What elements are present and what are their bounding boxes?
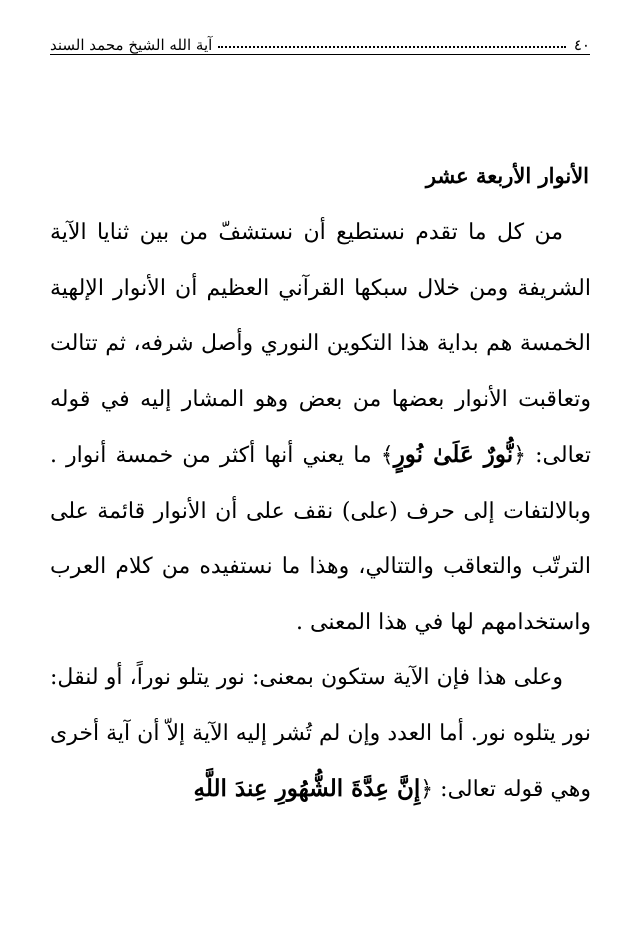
page-header <box>50 28 590 55</box>
header-leader-dots <box>218 46 566 48</box>
paragraph-1-text-a: من كل ما تقدم نستطيع أن نستشفّ من بين ثنايا الآية الشريفة ومن خلال سبكها القرآني العظيم أن الأنوار الإلهية الخمسة هم بداية هذا التكوين النوري وأصل شرفه، ثم تتالت وتعاقبت الأنوار بعضها من بعض وهو المشار إليه في قوله تعالى: ﴿ <box>50 220 592 468</box>
paragraph-2 <box>50 650 591 818</box>
paragraph-1-text-b: ﴾ ما يعني أنها أكثر من خمسة أنوار . وبالالتفات إلى حرف (على) نقف على أن الأنوار قائمة على الترتّب والتعاقب والتتالي، وهذا ما نستفيده من كلام العرب واستخدامهم لها في هذا المعنى . <box>50 443 591 635</box>
quran-quote-2: إِنَّ عِدَّةَ الشُّهُورِ عِندَ اللَّهِ <box>193 775 421 802</box>
paragraph-2-text-a: وعلى هذا فإن الآية ستكون بمعنى: نور يتلو نوراً، أو لنقل: نور يتلوه نور. أما العدد وإن لم تُشر إليه الآية إلاّ أن آية أخرى وهي قوله تعالى: ﴿ <box>50 665 591 802</box>
paragraph-1 <box>50 205 591 650</box>
section-heading: الأنوار الأربعة عشر <box>425 163 589 188</box>
page-number: ٤٠ <box>573 36 590 54</box>
quran-quote-1: نُّورٌ عَلَىٰ نُورٍ <box>393 441 514 468</box>
body-text <box>50 205 591 818</box>
running-title: آية الله الشيخ محمد السند <box>50 36 213 54</box>
